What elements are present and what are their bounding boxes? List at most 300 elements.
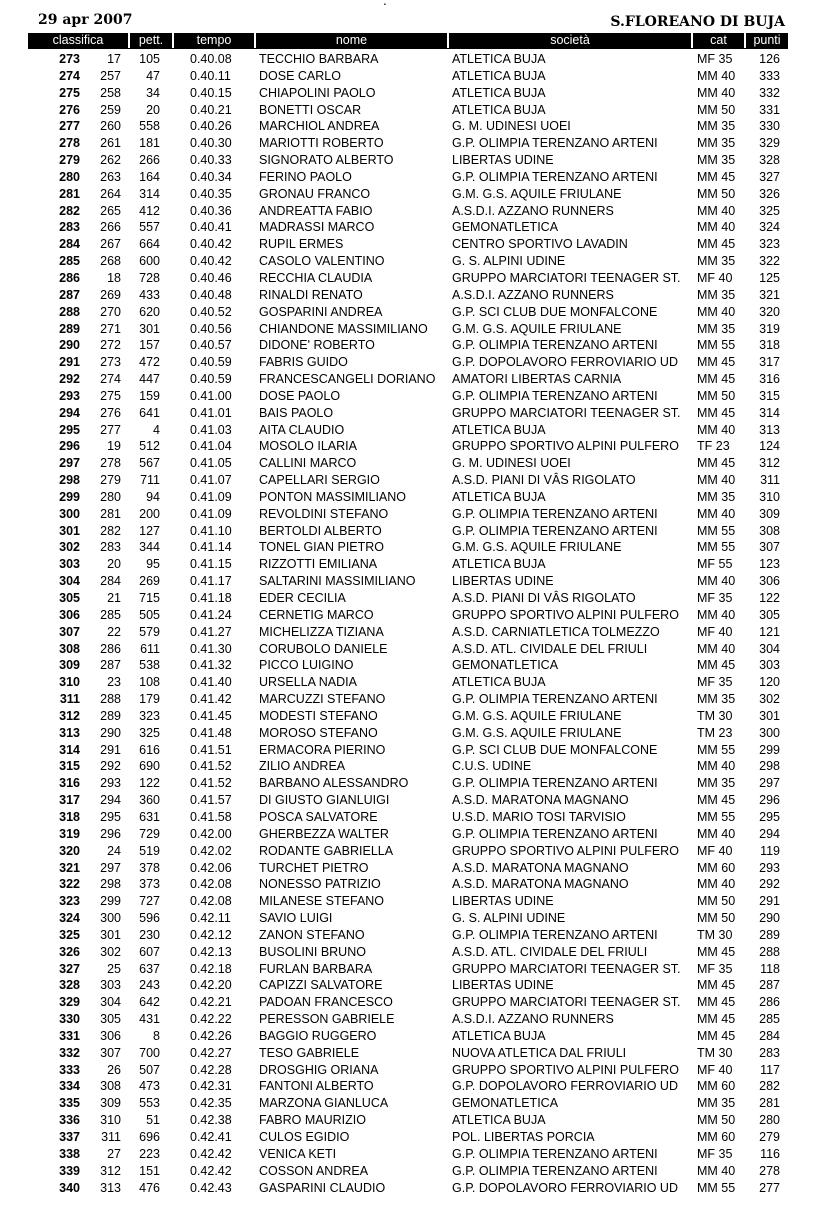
points-cell: 118 bbox=[760, 961, 780, 976]
position-cell: 309 bbox=[59, 658, 80, 673]
position-cell: 321 bbox=[59, 860, 80, 875]
club-cell: G.P. OLIMPIA TERENZANO ARTENI bbox=[452, 506, 658, 521]
table-row bbox=[0, 860, 815, 877]
club-cell: G. S. ALPINI UDINE bbox=[452, 254, 566, 269]
table-row bbox=[0, 725, 815, 742]
time-cell: 0.40.15 bbox=[190, 85, 232, 100]
points-cell: 318 bbox=[759, 338, 780, 353]
club-cell: G. S. ALPINI UDINE bbox=[452, 911, 566, 926]
category-cell: MM 50 bbox=[697, 911, 736, 926]
points-cell: 304 bbox=[759, 641, 780, 656]
club-cell: A.S.D.I. AZZANO RUNNERS bbox=[452, 287, 614, 302]
points-cell: 322 bbox=[759, 254, 780, 269]
category-rank-cell: 301 bbox=[100, 927, 121, 942]
table-row bbox=[0, 455, 815, 472]
club-cell: A.S.D.I. AZZANO RUNNERS bbox=[452, 1012, 614, 1027]
time-cell: 0.42.08 bbox=[190, 894, 232, 909]
category-rank-cell: 290 bbox=[100, 725, 121, 740]
table-row bbox=[0, 1078, 815, 1095]
category-rank-cell: 284 bbox=[100, 574, 121, 589]
table-row bbox=[0, 624, 815, 641]
category-cell: MM 40 bbox=[697, 877, 736, 892]
category-cell: TF 23 bbox=[697, 439, 730, 454]
bib-cell: 51 bbox=[146, 1113, 160, 1128]
position-cell: 280 bbox=[59, 169, 80, 184]
position-cell: 317 bbox=[59, 793, 80, 808]
points-cell: 117 bbox=[760, 1062, 780, 1077]
club-cell: G.M. G.S. AQUILE FRIULANE bbox=[452, 540, 622, 555]
category-rank-cell: 269 bbox=[100, 287, 121, 302]
category-rank-cell: 271 bbox=[100, 321, 121, 336]
athlete-name-cell: GHERBEZZA WALTER bbox=[259, 826, 389, 841]
position-cell: 291 bbox=[59, 355, 80, 370]
club-cell: G.P. OLIMPIA TERENZANO ARTENI bbox=[452, 776, 658, 791]
athlete-name-cell: TESO GABRIELE bbox=[259, 1045, 360, 1060]
club-cell: G.P. OLIMPIA TERENZANO ARTENI bbox=[452, 169, 658, 184]
time-cell: 0.42.13 bbox=[190, 944, 232, 959]
points-cell: 281 bbox=[759, 1096, 780, 1111]
athlete-name-cell: CASOLO VALENTINO bbox=[259, 254, 385, 269]
bib-cell: 715 bbox=[139, 591, 160, 605]
category-rank-cell: 293 bbox=[100, 776, 121, 791]
bib-cell: 567 bbox=[139, 456, 160, 471]
category-rank-cell: 272 bbox=[100, 338, 121, 353]
table-row bbox=[0, 253, 815, 270]
table-row bbox=[0, 1146, 815, 1163]
time-cell: 0.42.02 bbox=[190, 843, 232, 858]
time-cell: 0.42.43 bbox=[190, 1180, 232, 1195]
bib-cell: 728 bbox=[139, 270, 160, 285]
table-row bbox=[0, 944, 815, 961]
category-rank-cell: 268 bbox=[100, 254, 121, 269]
category-rank-cell: 27 bbox=[107, 1146, 121, 1161]
club-cell: G.P. OLIMPIA TERENZANO ARTENI bbox=[452, 692, 658, 707]
position-cell: 279 bbox=[59, 153, 80, 168]
position-cell: 327 bbox=[59, 961, 80, 976]
position-cell: 303 bbox=[59, 557, 80, 572]
bib-cell: 164 bbox=[139, 169, 160, 184]
category-cell: MM 55 bbox=[697, 742, 736, 757]
points-cell: 295 bbox=[759, 809, 780, 824]
category-rank-cell: 292 bbox=[100, 759, 121, 774]
category-cell: MM 50 bbox=[697, 102, 736, 117]
athlete-name-cell: CERNETIG MARCO bbox=[259, 607, 374, 622]
bib-cell: 729 bbox=[139, 826, 160, 841]
points-cell: 298 bbox=[759, 759, 780, 774]
athlete-name-cell: RODANTE GABRIELLA bbox=[259, 843, 394, 858]
club-cell: G. M. UDINESI UOEI bbox=[452, 119, 571, 134]
category-cell: MF 40 bbox=[697, 1062, 733, 1077]
position-cell: 340 bbox=[59, 1180, 80, 1195]
bib-cell: 34 bbox=[146, 85, 160, 100]
position-cell: 288 bbox=[59, 304, 80, 319]
club-cell: G. M. UDINESI UOEI bbox=[452, 456, 571, 471]
category-rank-cell: 298 bbox=[100, 877, 121, 892]
category-rank-cell: 274 bbox=[100, 372, 121, 387]
athlete-name-cell: MARIOTTI ROBERTO bbox=[259, 136, 384, 151]
category-cell: MM 40 bbox=[697, 826, 736, 841]
points-cell: 321 bbox=[759, 287, 780, 302]
category-rank-cell: 300 bbox=[100, 911, 121, 926]
col-nome: nome bbox=[256, 33, 449, 48]
category-rank-cell: 278 bbox=[100, 456, 121, 471]
club-cell: ATLETICA BUJA bbox=[452, 102, 546, 117]
time-cell: 0.41.52 bbox=[190, 759, 232, 774]
bib-cell: 181 bbox=[139, 136, 160, 151]
col-classifica: classifica bbox=[28, 33, 130, 48]
position-cell: 281 bbox=[59, 186, 80, 201]
category-rank-cell: 288 bbox=[100, 692, 121, 707]
athlete-name-cell: DOSE PAOLO bbox=[259, 388, 341, 403]
position-cell: 313 bbox=[59, 725, 80, 740]
time-cell: 0.41.42 bbox=[190, 692, 232, 707]
bib-cell: 344 bbox=[139, 540, 160, 555]
club-cell: U.S.D. MARIO TOSI TARVISIO bbox=[452, 809, 626, 824]
category-rank-cell: 262 bbox=[100, 153, 121, 168]
table-row bbox=[0, 287, 815, 304]
points-cell: 126 bbox=[759, 52, 780, 66]
bib-cell: 519 bbox=[139, 843, 160, 858]
table-row bbox=[0, 186, 815, 203]
bib-cell: 433 bbox=[139, 287, 160, 302]
category-cell: MM 40 bbox=[697, 422, 736, 437]
category-cell: MM 45 bbox=[697, 793, 736, 808]
position-cell: 336 bbox=[59, 1113, 80, 1128]
club-cell: LIBERTAS UDINE bbox=[452, 978, 554, 993]
table-row bbox=[0, 1028, 815, 1045]
category-cell: MM 55 bbox=[697, 540, 736, 555]
athlete-name-cell: PONTON MASSIMILIANO bbox=[259, 489, 407, 504]
club-cell: LIBERTAS UDINE bbox=[452, 894, 554, 909]
position-cell: 335 bbox=[59, 1096, 80, 1111]
points-cell: 332 bbox=[759, 85, 780, 100]
category-cell: MM 40 bbox=[697, 607, 736, 622]
bib-cell: 127 bbox=[139, 523, 160, 538]
race-place: S.FLOREANO DI BUJA bbox=[610, 14, 785, 30]
table-row bbox=[0, 826, 815, 843]
club-cell: C.U.S. UDINE bbox=[452, 759, 532, 774]
athlete-name-cell: RINALDI RENATO bbox=[259, 287, 363, 302]
table-row bbox=[0, 809, 815, 826]
time-cell: 0.42.26 bbox=[190, 1028, 232, 1043]
position-cell: 328 bbox=[59, 978, 80, 993]
points-cell: 119 bbox=[760, 843, 780, 858]
table-row bbox=[0, 876, 815, 893]
table-row bbox=[0, 523, 815, 540]
category-rank-cell: 276 bbox=[100, 405, 121, 420]
athlete-name-cell: ZILIO ANDREA bbox=[259, 759, 346, 774]
bib-cell: 557 bbox=[139, 220, 160, 235]
bib-cell: 696 bbox=[139, 1130, 160, 1144]
position-cell: 295 bbox=[59, 422, 80, 437]
athlete-name-cell: TURCHET PIETRO bbox=[259, 860, 369, 875]
table-row bbox=[0, 539, 815, 556]
club-cell: G.P. OLIMPIA TERENZANO ARTENI bbox=[452, 388, 658, 403]
table-row bbox=[0, 792, 815, 809]
table-row bbox=[0, 118, 815, 135]
time-cell: 0.41.24 bbox=[190, 607, 232, 622]
athlete-name-cell: DIDONE' ROBERTO bbox=[259, 338, 375, 353]
table-row bbox=[0, 236, 815, 253]
category-cell: MM 35 bbox=[697, 287, 736, 302]
athlete-name-cell: CAPELLARI SERGIO bbox=[259, 473, 380, 488]
points-cell: 302 bbox=[759, 692, 780, 707]
bib-cell: 179 bbox=[139, 692, 160, 707]
athlete-name-cell: NONESSO PATRIZIO bbox=[259, 877, 381, 892]
bib-cell: 431 bbox=[139, 1012, 160, 1027]
position-cell: 297 bbox=[59, 456, 80, 471]
bib-cell: 600 bbox=[139, 254, 160, 269]
time-cell: 0.42.21 bbox=[190, 995, 232, 1010]
table-row bbox=[0, 994, 815, 1011]
table-row bbox=[0, 85, 815, 102]
points-cell: 294 bbox=[759, 826, 780, 841]
category-cell: MM 35 bbox=[697, 254, 736, 269]
category-rank-cell: 263 bbox=[100, 169, 121, 184]
position-cell: 324 bbox=[59, 911, 80, 926]
category-rank-cell: 17 bbox=[107, 52, 121, 66]
time-cell: 0.42.31 bbox=[190, 1079, 232, 1094]
points-cell: 315 bbox=[759, 388, 780, 403]
position-cell: 296 bbox=[59, 439, 80, 454]
category-rank-cell: 18 bbox=[107, 270, 121, 285]
position-cell: 318 bbox=[59, 809, 80, 824]
table-row bbox=[0, 893, 815, 910]
category-cell: MM 60 bbox=[697, 1130, 736, 1144]
table-row bbox=[0, 607, 815, 624]
club-cell: ATLETICA BUJA bbox=[452, 52, 546, 66]
bib-cell: 4 bbox=[153, 422, 160, 437]
points-cell: 123 bbox=[759, 557, 780, 572]
points-cell: 324 bbox=[759, 220, 780, 235]
points-cell: 121 bbox=[759, 624, 780, 639]
category-rank-cell: 311 bbox=[101, 1130, 121, 1144]
category-rank-cell: 24 bbox=[107, 843, 121, 858]
club-cell: AMATORI LIBERTAS CARNIA bbox=[452, 372, 622, 387]
time-cell: 0.41.40 bbox=[190, 675, 232, 690]
bib-cell: 266 bbox=[139, 153, 160, 168]
points-cell: 288 bbox=[759, 944, 780, 959]
club-cell: G.P. OLIMPIA TERENZANO ARTENI bbox=[452, 523, 658, 538]
category-cell: MM 55 bbox=[697, 1180, 736, 1195]
category-cell: MM 40 bbox=[697, 203, 736, 218]
club-cell: LIBERTAS UDINE bbox=[452, 574, 554, 589]
category-rank-cell: 257 bbox=[100, 68, 121, 83]
time-cell: 0.40.26 bbox=[190, 119, 232, 134]
col-punti: punti bbox=[753, 33, 781, 47]
bib-cell: 223 bbox=[139, 1146, 160, 1161]
time-cell: 0.40.08 bbox=[190, 52, 232, 66]
bib-cell: 553 bbox=[139, 1096, 160, 1111]
time-cell: 0.41.09 bbox=[190, 489, 232, 504]
athlete-name-cell: MOSOLO ILARIA bbox=[259, 439, 357, 454]
col-societa: società bbox=[449, 33, 693, 48]
table-row bbox=[0, 927, 815, 944]
time-cell: 0.41.48 bbox=[190, 725, 232, 740]
club-cell: ATLETICA BUJA bbox=[452, 675, 546, 690]
position-cell: 283 bbox=[59, 220, 80, 235]
category-rank-cell: 297 bbox=[100, 860, 121, 875]
bib-cell: 637 bbox=[139, 961, 160, 976]
position-cell: 326 bbox=[59, 944, 80, 959]
category-cell: MM 35 bbox=[697, 153, 736, 168]
athlete-name-cell: MARZONA GIANLUCA bbox=[259, 1096, 389, 1111]
position-cell: 329 bbox=[59, 995, 80, 1010]
club-cell: G.P. OLIMPIA TERENZANO ARTENI bbox=[452, 927, 658, 942]
position-cell: 274 bbox=[59, 68, 80, 83]
bib-cell: 558 bbox=[139, 119, 160, 134]
bib-cell: 505 bbox=[139, 607, 160, 622]
points-cell: 286 bbox=[759, 995, 780, 1010]
table-row bbox=[0, 1011, 815, 1028]
category-rank-cell: 25 bbox=[107, 961, 121, 976]
athlete-name-cell: FABRIS GUIDO bbox=[259, 355, 348, 370]
table-row bbox=[0, 321, 815, 338]
bib-cell: 579 bbox=[139, 624, 160, 639]
club-cell: ATLETICA BUJA bbox=[452, 422, 546, 437]
category-rank-cell: 295 bbox=[100, 809, 121, 824]
points-cell: 319 bbox=[759, 321, 780, 336]
category-cell: MM 45 bbox=[697, 169, 736, 184]
club-cell: ATLETICA BUJA bbox=[452, 557, 546, 572]
position-cell: 298 bbox=[59, 473, 80, 488]
category-cell: TM 23 bbox=[697, 725, 733, 740]
athlete-name-cell: CULOS EGIDIO bbox=[259, 1130, 350, 1144]
table-row bbox=[0, 405, 815, 422]
athlete-name-cell: SIGNORATO ALBERTO bbox=[259, 153, 394, 168]
bib-cell: 641 bbox=[139, 405, 160, 420]
points-cell: 283 bbox=[759, 1045, 780, 1060]
club-cell: G.P. OLIMPIA TERENZANO ARTENI bbox=[452, 338, 658, 353]
club-cell: ATLETICA BUJA bbox=[452, 68, 546, 83]
bib-cell: 664 bbox=[139, 237, 160, 252]
category-rank-cell: 22 bbox=[107, 624, 121, 639]
position-cell: 339 bbox=[59, 1163, 80, 1178]
bib-cell: 473 bbox=[139, 1079, 160, 1094]
club-cell: G.P. DOPOLAVORO FERROVIARIO UD bbox=[452, 1180, 678, 1195]
category-cell: MM 40 bbox=[697, 304, 736, 319]
position-cell: 325 bbox=[59, 927, 80, 942]
position-cell: 322 bbox=[59, 877, 80, 892]
time-cell: 0.41.45 bbox=[190, 708, 232, 723]
position-cell: 286 bbox=[59, 270, 80, 285]
points-cell: 307 bbox=[759, 540, 780, 555]
bib-cell: 447 bbox=[139, 372, 160, 387]
athlete-name-cell: FANTONI ALBERTO bbox=[259, 1079, 374, 1094]
category-rank-cell: 261 bbox=[100, 136, 121, 151]
points-cell: 284 bbox=[759, 1028, 780, 1043]
table-row bbox=[0, 152, 815, 169]
club-cell: A.S.D. MARATONA MAGNANO bbox=[452, 877, 629, 892]
category-cell: MM 45 bbox=[697, 1012, 736, 1027]
position-cell: 308 bbox=[59, 641, 80, 656]
table-row bbox=[0, 674, 815, 691]
table-row bbox=[0, 641, 815, 658]
bib-cell: 700 bbox=[139, 1045, 160, 1060]
category-cell: MF 40 bbox=[697, 270, 733, 285]
position-cell: 282 bbox=[59, 203, 80, 218]
athlete-name-cell: TECCHIO BARBARA bbox=[259, 52, 379, 66]
athlete-name-cell: BERTOLDI ALBERTO bbox=[259, 523, 382, 538]
time-cell: 0.40.42 bbox=[190, 237, 232, 252]
time-cell: 0.40.21 bbox=[190, 102, 232, 117]
col-pett: pett. bbox=[130, 33, 174, 48]
table-row bbox=[0, 556, 815, 573]
club-cell: G.P. SCI CLUB DUE MONFALCONE bbox=[452, 304, 658, 319]
points-cell: 125 bbox=[759, 270, 780, 285]
time-cell: 0.40.42 bbox=[190, 254, 232, 269]
category-cell: MM 40 bbox=[697, 473, 736, 488]
athlete-name-cell: EDER CECILIA bbox=[259, 591, 346, 605]
category-rank-cell: 273 bbox=[100, 355, 121, 370]
athlete-name-cell: AITA CLAUDIO bbox=[259, 422, 345, 437]
bib-cell: 616 bbox=[139, 742, 160, 757]
time-cell: 0.41.03 bbox=[190, 422, 232, 437]
table-row bbox=[0, 169, 815, 186]
position-cell: 305 bbox=[59, 591, 80, 605]
club-cell: A.S.D. MARATONA MAGNANO bbox=[452, 793, 629, 808]
bib-cell: 476 bbox=[139, 1180, 160, 1195]
points-cell: 316 bbox=[759, 372, 780, 387]
club-cell: CENTRO SPORTIVO LAVADIN bbox=[452, 237, 628, 252]
club-cell: ATLETICA BUJA bbox=[452, 1113, 546, 1128]
points-cell: 290 bbox=[759, 911, 780, 926]
bib-cell: 269 bbox=[139, 574, 160, 589]
category-cell: MM 35 bbox=[697, 119, 736, 134]
table-row bbox=[0, 775, 815, 792]
category-rank-cell: 280 bbox=[100, 489, 121, 504]
club-cell: G.M. G.S. AQUILE FRIULANE bbox=[452, 321, 622, 336]
table-row bbox=[0, 977, 815, 994]
points-cell: 305 bbox=[759, 607, 780, 622]
position-cell: 334 bbox=[59, 1079, 80, 1094]
club-cell: GRUPPO MARCIATORI TEENAGER ST. bbox=[452, 405, 681, 420]
time-cell: 0.41.14 bbox=[190, 540, 232, 555]
points-cell: 277 bbox=[759, 1180, 780, 1195]
club-cell: G.P. DOPOLAVORO FERROVIARIO UD bbox=[452, 1079, 678, 1094]
athlete-name-cell: CHIANDONE MASSIMILIANO bbox=[259, 321, 428, 336]
athlete-name-cell: FRANCESCANGELI DORIANO bbox=[259, 372, 436, 387]
table-row bbox=[0, 1163, 815, 1180]
time-cell: 0.40.41 bbox=[190, 220, 232, 235]
category-cell: MM 45 bbox=[697, 405, 736, 420]
points-cell: 306 bbox=[759, 574, 780, 589]
bib-cell: 690 bbox=[139, 759, 160, 774]
category-cell: MM 35 bbox=[697, 776, 736, 791]
bib-cell: 159 bbox=[139, 388, 160, 403]
table-row bbox=[0, 657, 815, 674]
time-cell: 0.40.11 bbox=[190, 68, 231, 83]
time-cell: 0.42.27 bbox=[190, 1045, 232, 1060]
bib-cell: 108 bbox=[139, 675, 160, 690]
bib-cell: 596 bbox=[139, 911, 160, 926]
time-cell: 0.41.09 bbox=[190, 506, 232, 521]
table-row bbox=[0, 270, 815, 287]
category-cell: MM 35 bbox=[697, 136, 736, 151]
time-cell: 0.42.28 bbox=[190, 1062, 232, 1077]
club-cell: GRUPPO SPORTIVO ALPINI PULFERO bbox=[452, 1062, 679, 1077]
table-row bbox=[0, 1062, 815, 1079]
position-cell: 285 bbox=[59, 254, 80, 269]
club-cell: ATLETICA BUJA bbox=[452, 1028, 546, 1043]
time-cell: 0.41.05 bbox=[190, 456, 232, 471]
category-cell: MM 45 bbox=[697, 978, 736, 993]
club-cell: GRUPPO SPORTIVO ALPINI PULFERO bbox=[452, 607, 679, 622]
col-cat: cat bbox=[693, 33, 746, 48]
bib-cell: 151 bbox=[139, 1163, 160, 1178]
time-cell: 0.42.35 bbox=[190, 1096, 232, 1111]
category-cell: MM 50 bbox=[697, 388, 736, 403]
